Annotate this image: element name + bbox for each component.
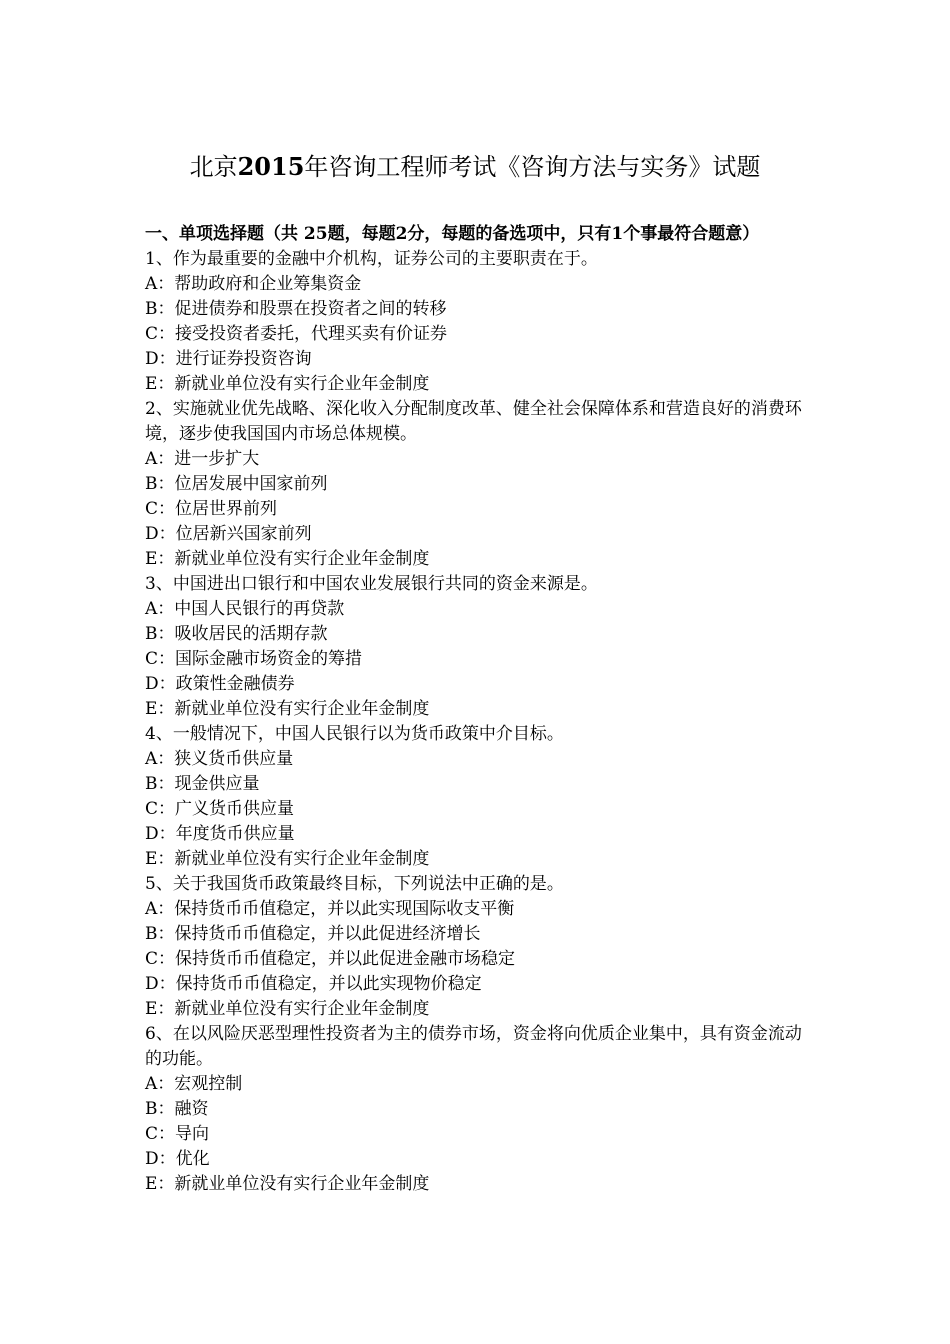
question-5 bbox=[145, 872, 810, 1022]
answer-option: B：促进债券和股票在投资者之间的转移 bbox=[145, 299, 447, 319]
title-suffix: 年咨询工程师考试《咨询方法与实务》试题 bbox=[304, 153, 761, 181]
question-4 bbox=[145, 722, 810, 872]
answer-option: D：进行证券投资咨询 bbox=[145, 349, 312, 369]
answer-option: C：广义货币供应量 bbox=[145, 799, 295, 819]
answer-option: E：新就业单位没有实行企业年金制度 bbox=[145, 549, 430, 569]
answer-option: B：现金供应量 bbox=[145, 774, 260, 794]
question-stem: 4、一般情况下，中国人民银行以为货币政策中介目标。 bbox=[145, 724, 564, 744]
answer-option: C：接受投资者委托，代理买卖有价证券 bbox=[145, 324, 448, 344]
document-body bbox=[145, 222, 810, 1197]
answer-option: C：国际金融市场资金的筹措 bbox=[145, 649, 363, 669]
answer-option: B：保持货币币值稳定，并以此促进经济增长 bbox=[145, 924, 481, 944]
question-stem: 6、在以风险厌恶型理性投资者为主的债券市场，资金将向优质企业集中，具有资金流动的功能。 bbox=[145, 1024, 802, 1069]
document-title bbox=[0, 150, 950, 184]
answer-option: A：宏观控制 bbox=[145, 1074, 243, 1094]
question-stem: 2、实施就业优先战略、深化收入分配制度改革、健全社会保障体系和营造良好的消费环境，逐步使我国国内市场总体规模。 bbox=[145, 399, 802, 444]
question-2 bbox=[145, 397, 810, 572]
question-6 bbox=[145, 1022, 810, 1197]
answer-option: B：位居发展中国家前列 bbox=[145, 474, 328, 494]
answer-option: D：保持货币币值稳定，并以此实现物价稳定 bbox=[145, 974, 482, 994]
answer-option: E：新就业单位没有实行企业年金制度 bbox=[145, 1174, 430, 1194]
answer-option: A：狭义货币供应量 bbox=[145, 749, 294, 769]
question-stem: 5、关于我国货币政策最终目标，下列说法中正确的是。 bbox=[145, 874, 564, 894]
title-year: 2015 bbox=[237, 152, 305, 181]
answer-option: C：保持货币币值稳定，并以此促进金融市场稳定 bbox=[145, 949, 516, 969]
section-heading: 一、单项选择题（共 25题，每题2分，每题的备选项中，只有1个事最符合题意） bbox=[145, 224, 760, 244]
answer-option: A：保持货币币值稳定，并以此实现国际收支平衡 bbox=[145, 899, 515, 919]
answer-option: B：融资 bbox=[145, 1099, 209, 1119]
answer-option: E：新就业单位没有实行企业年金制度 bbox=[145, 849, 430, 869]
question-1 bbox=[145, 247, 810, 397]
answer-option: B：吸收居民的活期存款 bbox=[145, 624, 328, 644]
question-stem: 1、作为最重要的金融中介机构，证券公司的主要职责在于。 bbox=[145, 249, 598, 269]
answer-option: D：位居新兴国家前列 bbox=[145, 524, 312, 544]
answer-option: E：新就业单位没有实行企业年金制度 bbox=[145, 374, 430, 394]
question-stem: 3、中国进出口银行和中国农业发展银行共同的资金来源是。 bbox=[145, 574, 598, 594]
answer-option: E：新就业单位没有实行企业年金制度 bbox=[145, 999, 430, 1019]
answer-option: D：年度货币供应量 bbox=[145, 824, 295, 844]
answer-option: A：中国人民银行的再贷款 bbox=[145, 599, 345, 619]
answer-option: A：进一步扩大 bbox=[145, 449, 260, 469]
answer-option: D：政策性金融债券 bbox=[145, 674, 295, 694]
answer-option: C：导向 bbox=[145, 1124, 210, 1144]
title-prefix: 北京 bbox=[189, 153, 238, 181]
answer-option: C：位居世界前列 bbox=[145, 499, 278, 519]
answer-option: E：新就业单位没有实行企业年金制度 bbox=[145, 699, 430, 719]
question-3 bbox=[145, 572, 810, 722]
answer-option: A：帮助政府和企业筹集资金 bbox=[145, 274, 362, 294]
answer-option: D：优化 bbox=[145, 1149, 210, 1169]
